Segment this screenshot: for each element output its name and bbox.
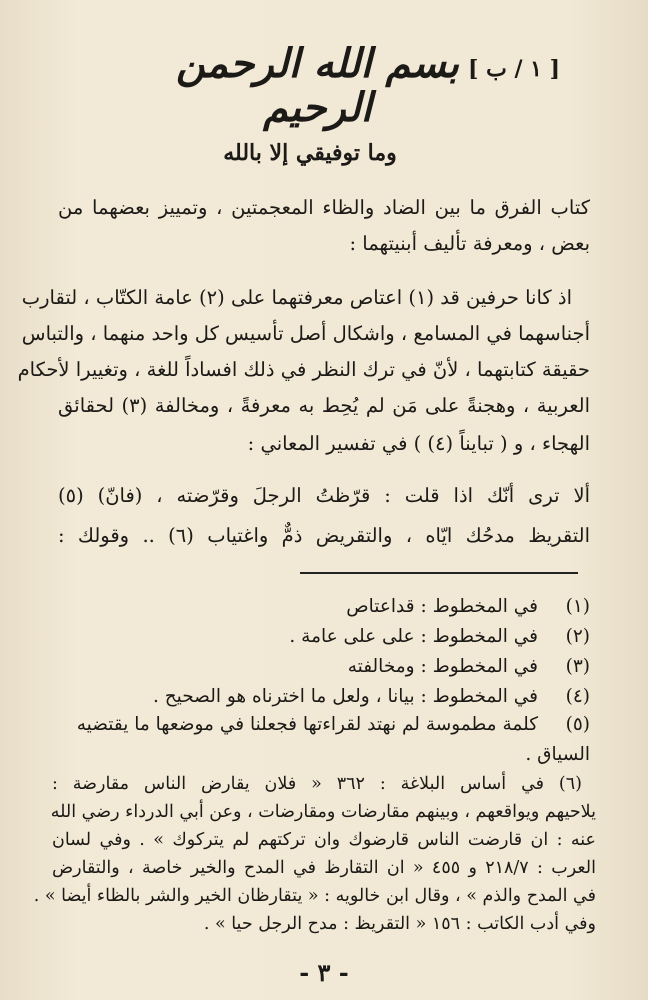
note6-line: (٦) في أساس البلاغة : ٣٦٢ « فلان يقارض الناس مقارضة : (52, 774, 582, 794)
note6-line: يلاحيهم ويواقعهم ، وبينهم مقارضات ومقارضات ، وعن أبي الدرداء رضي الله (50, 802, 596, 822)
body-line: ألا ترى أنّك اذا قلت : قرّظتُ الرجلَ وقرّضته ، (فانّ) (٥) (58, 484, 590, 507)
footnote-4 (58, 686, 590, 707)
footnote-text: في المخطوط : قداعتاص (346, 596, 538, 617)
body-line: حقيقة كتابتهما ، لأنّ في ترك النظر في ذلك افساداً للغة ، وتغييرا لأحكام (17, 358, 590, 381)
footnote-divider (300, 572, 578, 574)
note6-line: عنه : ان قارضت الناس قارضوك وان تركتهم لم يتركوك » . وفي لسان (52, 830, 596, 850)
footnote-number: (٥) (565, 714, 590, 735)
footnote-1 (58, 596, 590, 617)
tawfiq-line: وما توفيقي إلا بالله (223, 140, 397, 166)
footnote-number: (٢) (565, 626, 590, 647)
body-line: التقريظ مدحُك ايّاه ، والتقريض ذمٌّ واغتياب (٦) .. وقولك : (58, 524, 590, 547)
footnote-2 (58, 626, 590, 647)
body-line: اذ كانا حرفين قد (١) اعتاص معرفتهما على (٢) عامة الكتّاب ، لتقارب (21, 286, 572, 309)
note6-line: وفي أدب الكاتب : ١٥٦ « التقريظ : مدح الرجل حيا » . (203, 914, 596, 934)
footnote-text: السياق . (525, 744, 590, 765)
folio-reference: [ ١ / ب ] (468, 56, 561, 82)
body-line: بعض ، ومعرفة تأليف أبنيتهما : (349, 232, 590, 255)
footnote-3 (58, 656, 590, 677)
footnote-5 (58, 714, 590, 735)
footnote-number: (٣) (565, 656, 590, 677)
basmala-heading: بسم الله الرحمن الرحيم (176, 40, 459, 131)
footnote-number: (٤) (565, 686, 590, 707)
footnote-5-continued (58, 744, 590, 765)
body-line: الهجاء ، و ( تبايناً (٤) ) في تفسير المعاني : (247, 432, 590, 455)
footnote-number: (١) (565, 596, 590, 617)
footnote-text: في المخطوط : ومخالفته (347, 656, 538, 677)
body-line: العربية ، وهجنةً على مَن لم يُحِط به معرفةً ، ومخالفة (٣) لحقائق (58, 394, 590, 417)
footnote-text: في المخطوط : بيانا ، ولعل ما اخترناه هو الصحيح . (152, 686, 538, 707)
note6-line: في المدح والذم » ، وقال ابن خالويه : « يتقارظان الخير والشر بالظاء أيضا » . (33, 886, 596, 906)
footnote-text: كلمة مطموسة لم نهتد لقراءتها فجعلنا في موضعها ما يقتضيه (76, 714, 538, 735)
body-line: كتاب الفرق ما بين الضاد والظاء المعجمتين ، وتمييز بعضهما من (58, 196, 590, 219)
footnote-text: في المخطوط : على على عامة . (289, 626, 538, 647)
page-number: - ٣ - (299, 958, 349, 987)
body-line: أجناسهما في المسامع ، واشكال أصل تأسيس كل واحد منهما ، والتباس (21, 322, 590, 345)
note6-line: العرب : ٢١٨/٧ و ٤٥٥ « ان التقارظ في المدح والخير خاصة ، والتقارض (52, 858, 596, 878)
